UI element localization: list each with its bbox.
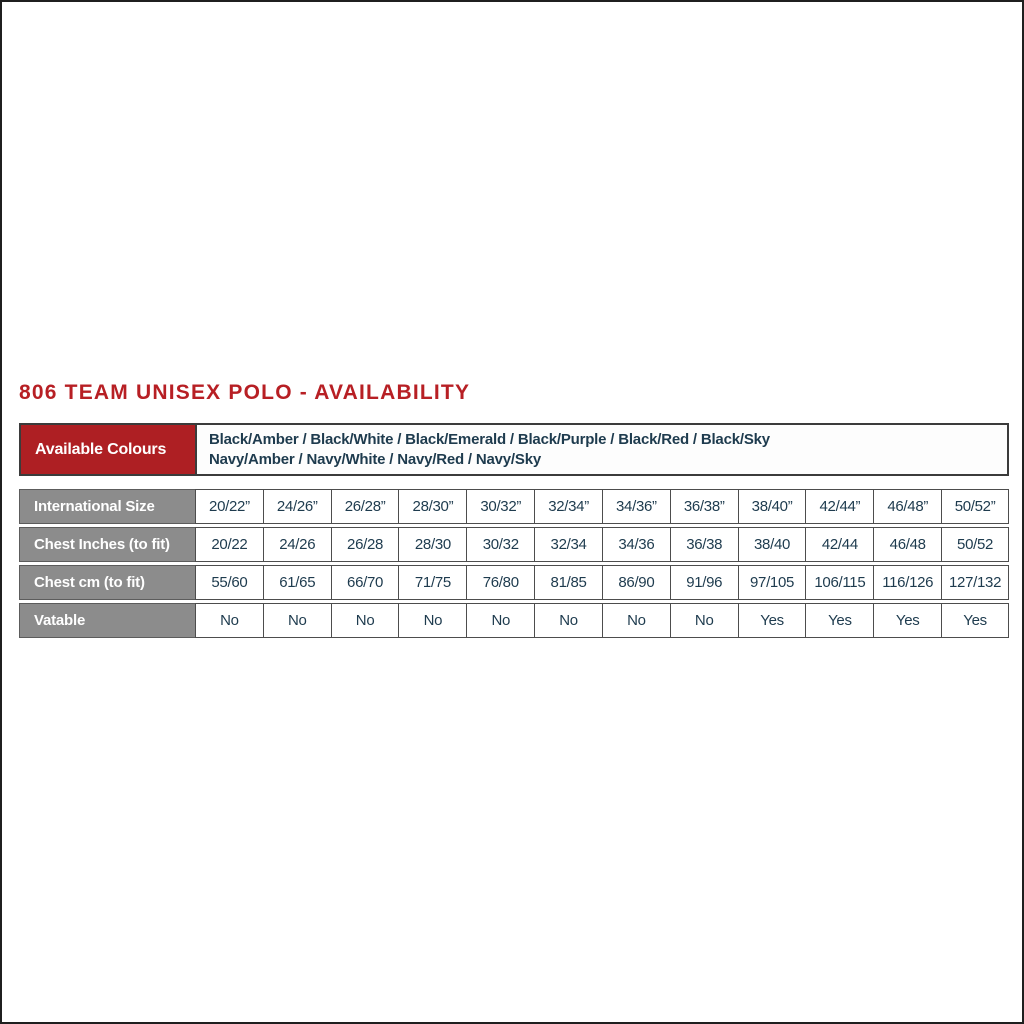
size-cell: 66/70 [331, 565, 399, 600]
available-colours-table [19, 423, 1009, 476]
size-cell: 20/22 [195, 527, 263, 562]
size-cell: 28/30 [398, 527, 466, 562]
size-cell: Yes [941, 603, 1009, 638]
size-cell: No [670, 603, 738, 638]
size-cell: Yes [738, 603, 806, 638]
size-cell: 38/40” [738, 489, 806, 524]
size-cell: 24/26 [263, 527, 331, 562]
size-table-row [19, 565, 1009, 600]
size-cell: No [263, 603, 331, 638]
size-cell: 81/85 [534, 565, 602, 600]
size-cell: No [466, 603, 534, 638]
size-cell: 42/44” [805, 489, 873, 524]
row-header: International Size [19, 489, 195, 524]
available-colours-header-cell [21, 425, 197, 474]
size-cell: 34/36 [602, 527, 670, 562]
size-cell: 20/22” [195, 489, 263, 524]
row-header: Chest cm (to fit) [19, 565, 195, 600]
page-title: 806 TEAM UNISEX POLO - AVAILABILITY [19, 381, 471, 404]
size-cell: 26/28 [331, 527, 399, 562]
size-cell: 28/30” [398, 489, 466, 524]
size-table-row [19, 489, 1009, 524]
size-cell: 55/60 [195, 565, 263, 600]
size-cell: 36/38” [670, 489, 738, 524]
available-colours-label: Available Colours [35, 440, 167, 458]
size-cell: 50/52 [941, 527, 1009, 562]
size-table-body [19, 489, 1009, 638]
size-cell: No [195, 603, 263, 638]
size-cell: 61/65 [263, 565, 331, 600]
available-colours-value-cell [197, 425, 770, 474]
size-cell: 106/115 [805, 565, 873, 600]
size-cell: 32/34 [534, 527, 602, 562]
size-cell: 26/28” [331, 489, 399, 524]
size-table-row [19, 603, 1009, 638]
size-cell: 91/96 [670, 565, 738, 600]
size-table-row [19, 527, 1009, 562]
size-cell: No [331, 603, 399, 638]
size-cell: 34/36” [602, 489, 670, 524]
available-colours-line-1: Black/Amber / Black/White / Black/Emerald / Black/Purple / Black/Red / Black/Sky [209, 430, 770, 448]
size-cell: 50/52” [941, 489, 1009, 524]
size-cell: 38/40 [738, 527, 806, 562]
size-cell: 71/75 [398, 565, 466, 600]
size-cell: 24/26” [263, 489, 331, 524]
size-cell: Yes [805, 603, 873, 638]
size-cell: 30/32 [466, 527, 534, 562]
row-header: Vatable [19, 603, 195, 638]
size-cell: 97/105 [738, 565, 806, 600]
size-cell: 46/48 [873, 527, 941, 562]
size-cell: 42/44 [805, 527, 873, 562]
size-cell: 76/80 [466, 565, 534, 600]
size-availability-table [19, 486, 1009, 641]
available-colours-line-2: Navy/Amber / Navy/White / Navy/Red / Navy/Sky [209, 450, 541, 468]
size-cell: 36/38 [670, 527, 738, 562]
size-cell: 86/90 [602, 565, 670, 600]
size-cell: 46/48” [873, 489, 941, 524]
size-cell: 32/34” [534, 489, 602, 524]
size-cell: No [534, 603, 602, 638]
size-cell: No [398, 603, 466, 638]
size-cell: Yes [873, 603, 941, 638]
size-cell: 116/126 [873, 565, 941, 600]
row-header: Chest Inches (to fit) [19, 527, 195, 562]
size-cell: No [602, 603, 670, 638]
size-cell: 127/132 [941, 565, 1009, 600]
size-cell: 30/32” [466, 489, 534, 524]
